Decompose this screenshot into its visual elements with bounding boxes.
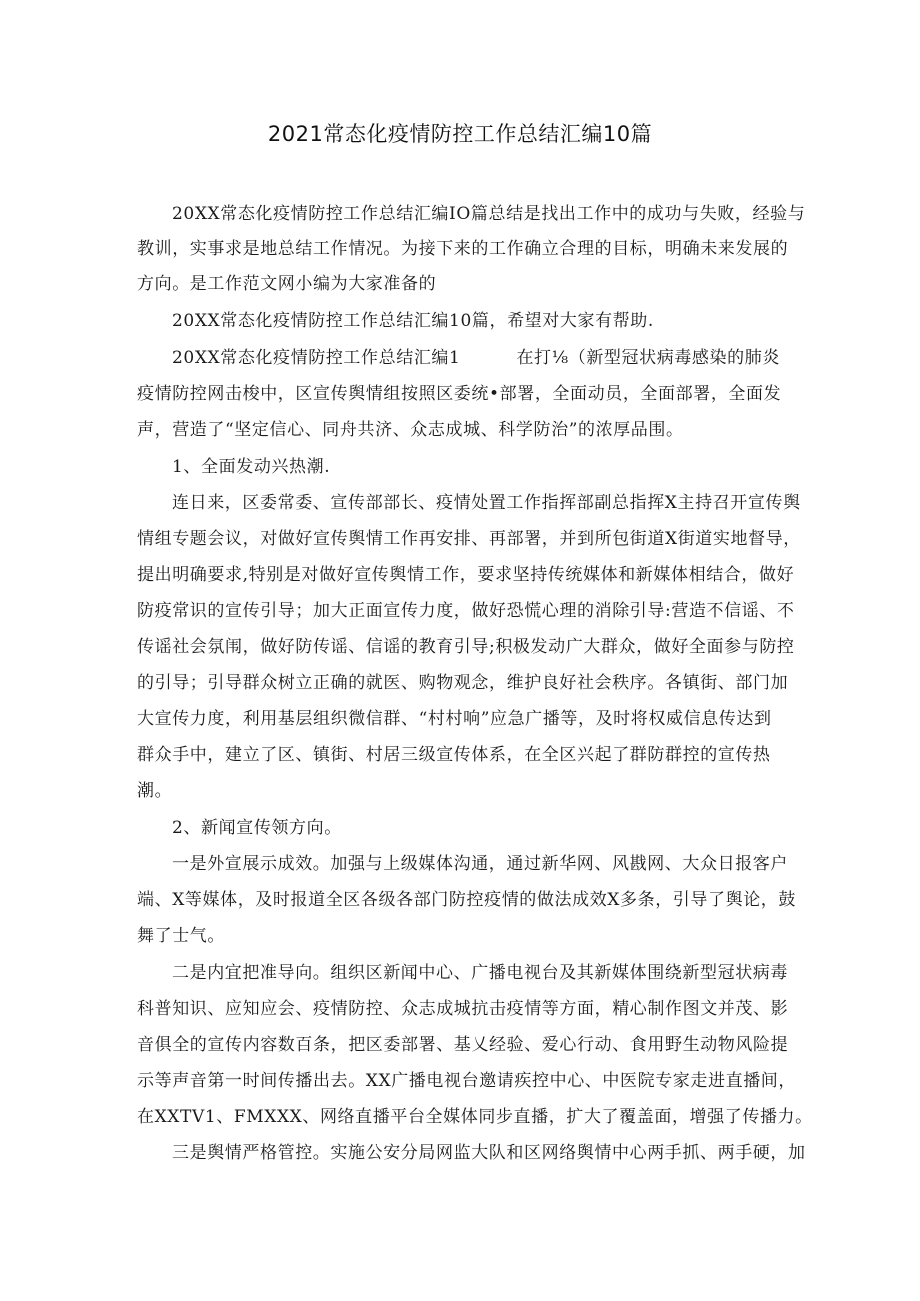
text-segment: 20XX常态化疫情防控工作总结汇编1 — [172, 348, 461, 368]
text-line: 端、X等媒体，及时报道全区各级各部门防控疫情的做法成效X多条，引导了舆论，鼓 — [137, 890, 797, 910]
text-line: 三是舆情严格管控。实施公安分局网监大队和区网络舆情中心两手抓、两手硬，加 — [172, 1143, 806, 1163]
text-segment: 在打⅛（新型冠状病毒感染的肺炎 — [516, 348, 780, 368]
text-line: 声，营造了“坚定信心、同舟共济、众志成城、科学防治”的浓厚品围。 — [137, 420, 684, 440]
text-line: 教训，实事求是地总结工作情况。为接下来的工作确立合理的目标，明确未来发展的 — [137, 239, 789, 259]
text-line: 舞了士气。 — [137, 926, 225, 946]
text-line: 群众手中，建立了区、镇街、村居三级宣传体系，在全区兴起了群防群控的宣传热 — [137, 745, 771, 765]
text-line: 情组专题会议，对做好宣传舆情工作再安排、再部署，并到所包街道X街道实地督导， — [137, 529, 801, 549]
text-line: 示等声音第一时间传播出去。XX广播电视台邀请疾控中心、中医院专家走进直播间， — [137, 1071, 797, 1091]
text-line: 在XXTV1、FMXXX、网络直播平台全媒体同步直播，扩大了覆盖面，增强了传播力。 — [137, 1107, 813, 1127]
text-line — [172, 348, 780, 368]
text-line: 传谣社会氛闱，做好防传谣、信谣的教育引导;积极发动广大群众，做好全面参与防控 — [137, 637, 795, 657]
text-line: 提出明确要求,特别是对做好宣传舆情工作，要求坚持传统媒体和新媒体相结合，做好 — [137, 565, 795, 585]
text-line: 20XX常态化疫情防控工作总结汇编10篇，希望对大家有帮助. — [172, 311, 654, 331]
text-line: 音俱全的宣传内容数百条，把区委部署、基乂经验、爱心行动、食用野生动物风险提 — [137, 1035, 789, 1055]
text-line: 方向。是工作范文网小编为大家准备的 — [137, 274, 437, 294]
text-line: 20XX常态化疫情防控工作总结汇编IO篇总结是找出工作中的成功与失败，经验与 — [172, 204, 806, 224]
text-line: 的引导；引导群众树立正确的就医、购物观念，维护良好社会秩序。各镇街、部门加 — [137, 673, 789, 693]
text-line: 大宣传力度，利用基层组织微信群、“村村响”应急广播等，及时将权威信息传达到 — [137, 709, 772, 729]
section-heading: 2、新闻宣传领方向。 — [172, 818, 342, 838]
document-title: 2021常态化疫情防控工作总结汇编10篇 — [267, 122, 653, 146]
text-line: 二是内宜把准导向。组织区新闻中心、广播电视台及其新媒体围绕新型冠状病毒 — [172, 963, 788, 983]
text-line: 潮。 — [137, 781, 173, 801]
section-heading: 1、全面发动兴热潮. — [172, 457, 331, 477]
text-line: 疫情防控网击梭中，区宣传舆情组按照区委统•部署，全面动员，全面部署，全面发 — [137, 384, 782, 404]
text-line: 科普知识、应知应会、疫情防控、众志成城抗击疫情等方面，精心制作图文并茂、影 — [137, 999, 789, 1019]
text-line: 连日来，区委常委、宣传部部长、疫情处置工作指挥部副总指挥X主持召开宣传舆 — [172, 493, 801, 513]
text-line: 一是外宣展示成效。加强与上级媒体沟通，通过新华网、风戡网、大众日报客户 — [172, 854, 788, 874]
text-line: 防疫常识的宣传引导；加大正面宣传力度，做好恐慌心理的消除引导:营造不信谣、不 — [137, 601, 795, 621]
